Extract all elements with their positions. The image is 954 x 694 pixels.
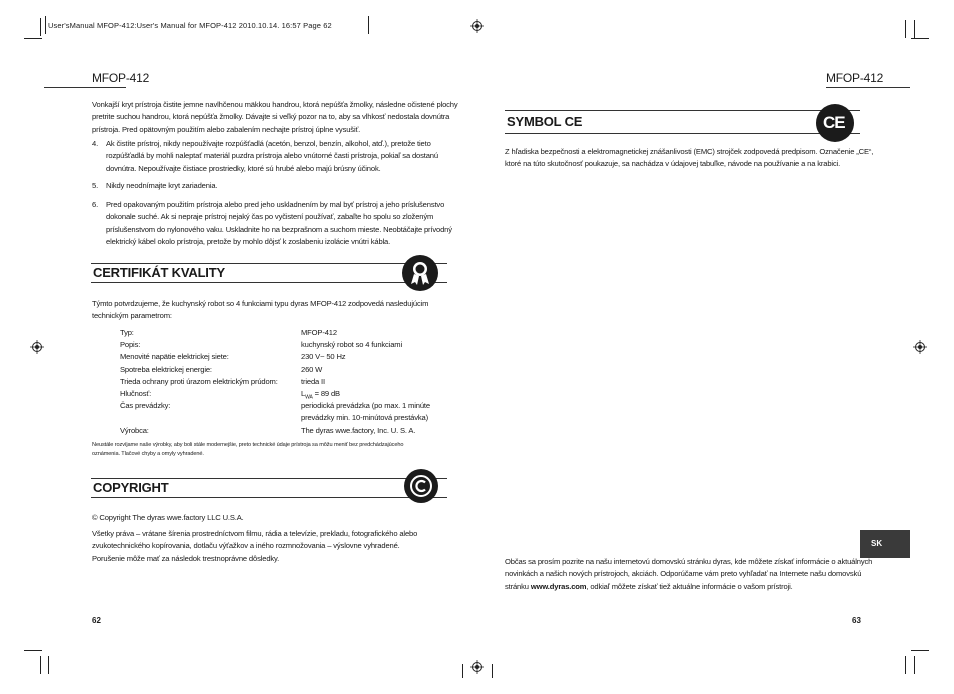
header-rule — [826, 87, 910, 88]
model-header: MFOP-412 — [92, 71, 150, 85]
table-row: Čas prevádzky: periodická prevádzka (po max. 1 minúte — [120, 401, 430, 411]
model-header: MFOP-412 — [826, 71, 884, 85]
ce-text: Z hľadiska bezpečnosti a elektromagnetickej znášanlivosti (EMC) strojček zodpovedá predpisom. Označenie „CE“, ktoré na túto skutočnosť poukazuje, sa nachádza v údajovej tabuľke, návode na používanie a na krabici. — [505, 147, 874, 169]
table-row: Popis: kuchynský robot so 4 funkciami — [120, 340, 403, 350]
copyright-line: © Copyright The dyras wwe.factory LLC U.S.A. — [92, 513, 244, 522]
copyright-icon — [404, 469, 438, 503]
table-row: Menovité napätie elektrickej siete: 230 V~ 50 Hz — [120, 352, 346, 362]
registration-mark-icon — [470, 660, 484, 674]
certificate-intro: Týmto potvrdzujeme, že kuchynský robot so 4 funkciami typu dyras MFOP-412 zodpovedá nasledujúcim technickým parametrom: — [92, 299, 429, 321]
table-row: prevádzky min. 10-minútová prestávka) — [301, 413, 428, 423]
disclaimer-note: Neustále rozvíjame naše výrobky, aby boli stále modernejšie, preto technické údaje prístroja sa môžu meniť bez predchádzajúceho oznámenia. Tlačové chyby a omyly vyhradené. — [92, 442, 404, 458]
ce-mark-icon: CE — [816, 104, 854, 142]
ce-symbol-heading: SYMBOL CE — [505, 110, 860, 134]
table-row: Spotreba elektrickej energie: 260 W — [120, 364, 323, 374]
table-row: Trieda ochrany proti úrazom elektrickým prúdom: trieda II — [120, 376, 325, 386]
page-number: 63 — [852, 616, 861, 625]
copyright-text: Všetky práva – vrátane šírenia prostredníctvom filmu, rádia a televízie, prekladu, fotografického alebo zvukotechnického kopírovania, dotlaču výťažkov a iného rozmnožovania – výslovne vyhradené. Porušenie môže mať za následok trestnoprávne dôsledky. — [92, 529, 418, 563]
table-row: Hlučnosť: $L_{WA} = 89$ dB — [120, 388, 340, 401]
spec-table — [120, 327, 440, 437]
quality-ribbon-icon — [402, 255, 438, 291]
quality-certificate-heading: CERTIFIKÁT KVALITY — [91, 263, 447, 283]
print-slug: User'sManual MFOP-412:User's Manual for MFOP-412 2010.10.14. 16:57 Page 62 — [48, 21, 332, 30]
website-note: Občas sa prosím pozrite na našu internetovú domovskú stránku dyras, kde môžete získať informácie o aktuálnych novinkách a našich nových prístrojoch, akciách. Odporúčame vám preto vyhľadať na Internete našu domovskú stránku www.dyras.com, odkiaľ môžete získať tiež aktuálne informácie o vašom prístroji. — [505, 557, 873, 591]
registration-mark-icon — [30, 340, 44, 354]
table-row: Typ: MFOP-412 — [120, 328, 337, 337]
website-link[interactable]: www.dyras.com — [530, 581, 587, 591]
copyright-heading: COPYRIGHT — [91, 478, 447, 498]
slug-frame — [45, 16, 369, 34]
header-rule — [44, 87, 126, 88]
page-number: 62 — [92, 616, 101, 625]
table-row: Výrobca: The dyras wwe.factory, Inc. U. S. A. — [120, 425, 416, 435]
registration-mark-icon — [470, 19, 484, 33]
cleaning-intro: Vonkajší kryt prístroja čistite jemne navlhčenou mäkkou handrou, ktorá nepúšťa žmolky, následne očistené plochy pretrite suchou handrou, ktorá nepúšťa žmolky. Dávajte si veľký pozor na to, aby sa vlhkosť nedostala dovnútra prístroja. Pred opätovným použitím alebo zabalením nechajte prístroj úplne vysušiť. — [92, 100, 458, 134]
language-tab-sk: SK — [860, 530, 910, 558]
registration-mark-icon — [913, 340, 927, 354]
